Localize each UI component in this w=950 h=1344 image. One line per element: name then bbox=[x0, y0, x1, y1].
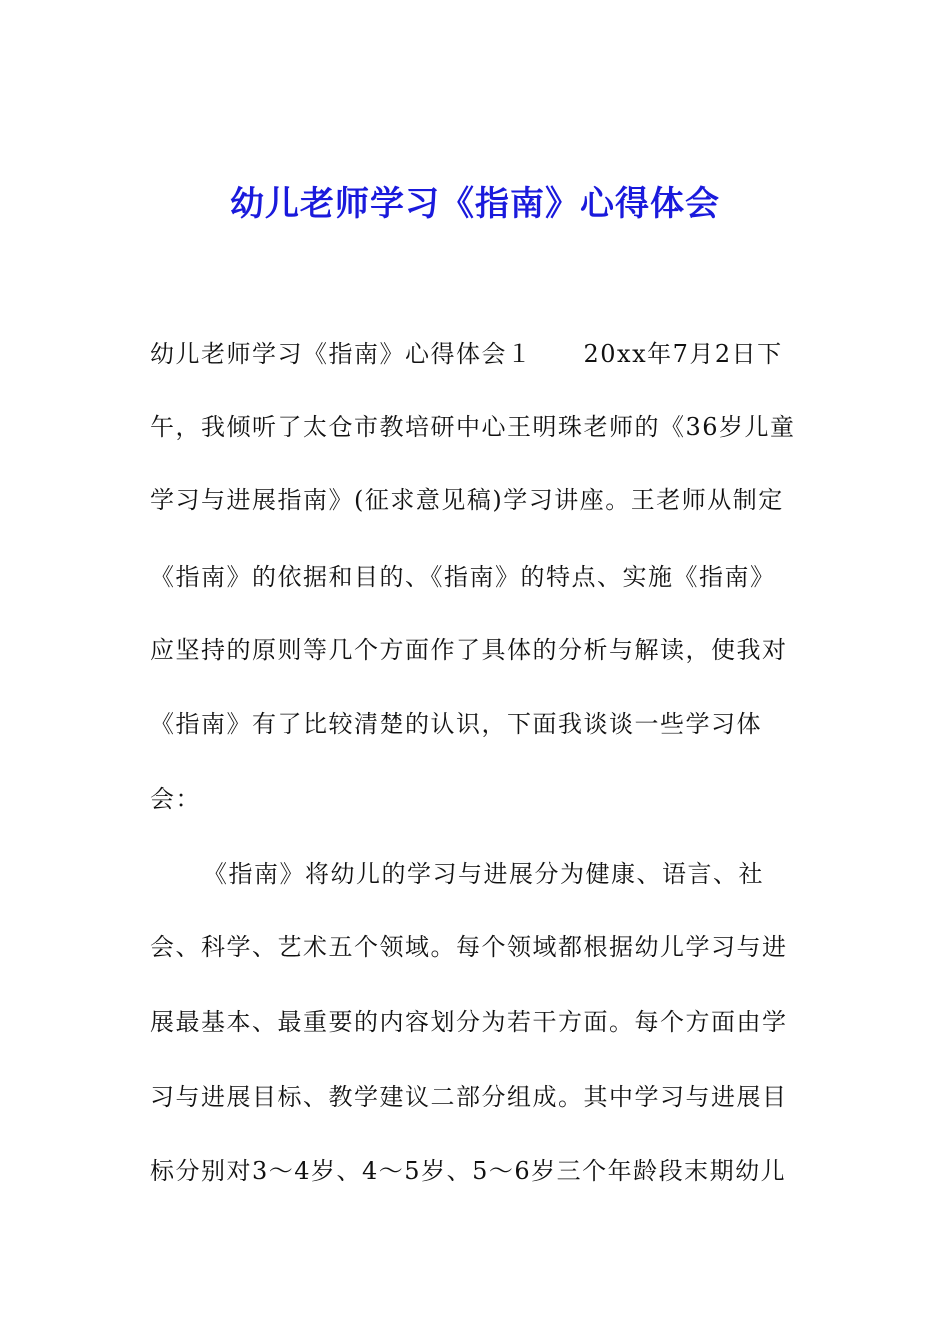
paragraph-line: 展最基本、最重要的内容划分为若干方面。每个方面由学 bbox=[150, 1008, 788, 1036]
paragraph-line: 应坚持的原则等几个方面作了具体的分析与解读，使我对 bbox=[150, 636, 788, 664]
paragraph-line: 《指南》有了比较清楚的认识，下面我谈谈一些学习体 bbox=[150, 710, 762, 738]
paragraph-line: 午，我倾听了太仓市教培研中心王明珠老师的《36岁儿童 bbox=[150, 413, 796, 441]
paragraph-line: 幼儿老师学习《指南》心得体会１ 20xx年7月2日下 bbox=[150, 340, 783, 368]
paragraph-line: 会、科学、艺术五个领域。每个领域都根据幼儿学习与进 bbox=[150, 933, 788, 961]
paragraph-line: 标分别对3～4岁、4～5岁、5～6岁三个年龄段末期幼儿 bbox=[150, 1157, 787, 1185]
paragraph-line: 学习与进展指南》(征求意见稿)学习讲座。王老师从制定 bbox=[150, 486, 784, 514]
paragraph-line: 习与进展目标、教学建议二部分组成。其中学习与进展目 bbox=[150, 1083, 788, 1111]
paragraph-line: 会： bbox=[150, 785, 201, 813]
paragraph-line: 《指南》的依据和目的、《指南》的特点、实施《指南》 bbox=[150, 563, 776, 591]
paragraph-line: 《指南》将幼儿的学习与进展分为健康、语言、社 bbox=[203, 860, 764, 888]
document-title: 幼儿老师学习《指南》心得体会 bbox=[230, 184, 720, 224]
